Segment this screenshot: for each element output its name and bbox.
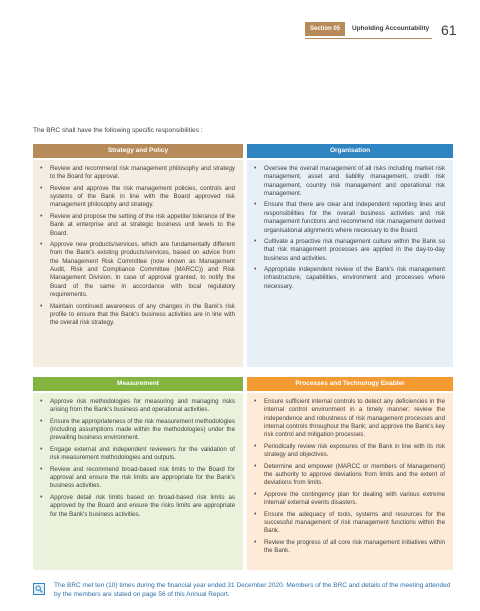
bullet-text: Engage external and independent reviewers for the validation of risk measurement methodologies and outputs. [50,445,235,462]
bullet-dot-icon: • [254,201,257,209]
bullet-dot-icon: • [254,538,257,546]
bullet-item [253,443,445,460]
bullet-text: Review and propose the setting of the risk appetite/ tolerance of the Bank at enterprise and at strategic business unit levels to the Board. [50,212,235,237]
bullet-dot-icon: • [40,165,43,172]
bullet-item [39,418,235,443]
section-title: Upholding Accountability [352,25,430,32]
bullet-dot-icon: • [254,510,257,518]
bullet-text: Cultivate a proactive risk management culture within the Bank so that risk management processes are applied in the day-to-day business and activities. [264,237,445,262]
bullet-item [39,398,235,415]
bullet-item [39,213,235,238]
intro-text: The BRC shall have the following specific responsibilities : [33,127,203,134]
bullet-text: Approve new products/services, which are fundamentally different from the Bank's existing products/services, based on advice from the Management Risk Committee (now known as Management Audit, Risk and Compliance Committee (MARCC)) and Risk Management Division. In case of approval granted, to notify the Board of the same in accordance with local regulatory requirements. [50,241,235,299]
bullet-text: Oversee the overall management of all risks including market risk management, asset and liability management, credit risk management, country risk management and operational risk management. [264,165,445,198]
page-number: 61 [441,22,457,38]
bullet-dot-icon: • [40,445,43,453]
bullet-text: Ensure that there are clear and independent reporting lines and responsibilities for the overall business activities and risk management functions and recommend risk management derived organisational alignments where necessary to the Board. [264,201,445,234]
bullet-item [39,446,235,463]
bullet-text: Approve detail risk limits based on broad-based risk limits as approved by the Board and ensure the risks limits are appropriate for the Bank's business activities. [50,493,235,518]
bullet-dot-icon: • [254,490,257,498]
bullet-item [39,466,235,491]
header-divider [305,38,432,39]
measurement-header: Measurement [33,377,243,391]
bullet-item [253,398,445,440]
bullet-dot-icon: • [40,417,43,425]
processes-header: Processes and Technology Enabler [247,377,453,391]
bullet-dot-icon: • [40,184,43,192]
bullet-dot-icon: • [254,398,257,405]
bullet-text: Review and recommend broad-based risk limits to the Board for approval and ensure the risk limits are appropriate for the Bank's business activities. [50,465,235,490]
bullet-text: Periodically review risk exposures of the Bank in line with its risk strategy and objectives. [264,442,445,459]
bullet-text: Approve the contingency plan for dealing with various extreme internal/ external events disasters. [264,490,445,507]
bullet-text: Ensure sufficient internal controls to detect any deficiencies in the internal control environment in a timely manner; review the independence and robustness of risk management processes and internal controls throughout the Bank; and approve the Bank's key risk control and mitigation processes. [264,398,445,439]
processes-list [253,398,445,555]
bullet-text: Review and recommend risk management philosophy and strategy to the Board for approval. [50,165,235,181]
strategy-box [33,160,243,367]
bullet-dot-icon: • [254,462,257,470]
bullet-item [253,165,445,198]
processes-box [247,393,453,570]
bullet-item [39,494,235,519]
bullet-dot-icon: • [40,212,43,220]
organisation-box [247,160,453,367]
footer-note: The BRC met ten (10) times during the financial year ended 31 December 2020. Members of the BRC and details of the meeting attended by the members are stated on page 56 of this Annual Report. [54,582,451,598]
bullet-item [39,165,235,182]
bullet-item [253,511,445,536]
bullet-item [253,491,445,508]
bullet-dot-icon: • [40,493,43,501]
bullet-text: Review and approve the risk management policies, controls and systems of the Bank in line with the Board approved risk management philosophy and strategy. [50,184,235,209]
organisation-header: Organisation [247,144,453,158]
bullet-item [39,185,235,210]
measurement-box [33,393,243,570]
bullet-dot-icon: • [254,165,257,172]
bullet-item [253,238,445,263]
bullet-text: Approve risk methodologies for measuring and managing risks arising from the Bank's business and operational activities. [50,398,235,414]
bullet-item [253,266,445,291]
bullet-item [39,241,235,299]
bullet-dot-icon: • [40,302,43,310]
measurement-list [39,398,235,519]
strategy-header: Strategy and Policy [33,144,243,158]
note-magnifier-icon [33,583,45,595]
section-tag: Section 05 [305,22,345,36]
organisation-list [253,165,445,291]
bullet-item [253,463,445,488]
bullet-text: Maintain continued awareness of any changes in the Bank's risk profile to ensure that the Bank's business activities are in line with the overall risk strategy. [50,302,235,327]
bullet-text: Ensure the adequacy of tools, systems and resources for the successful management of risk management functions within the Bank. [264,510,445,535]
bullet-dot-icon: • [40,398,43,405]
bullet-item [39,303,235,328]
bullet-text: Appropriate independent review of the Bank's risk management infrastructure, capabilities, environment and processes where necessary. [264,266,445,290]
bullet-item [253,201,445,234]
bullet-text: Determine and empower (MARCC or members of Management) the authority to approve deviations from limits and the extent of deviations from limits. [264,462,445,487]
bullet-text: Review the progress of all core risk management initiatives within the Bank. [264,538,445,554]
strategy-list [39,165,235,328]
bullet-dot-icon: • [40,465,43,473]
bullet-dot-icon: • [40,241,43,249]
bullet-item [253,539,445,556]
bullet-text: Ensure the appropriateness of the risk measurement methodologies (including assumptions made within the methodologies) under the prevailing business environment. [50,417,235,442]
bullet-dot-icon: • [254,442,257,450]
bullet-dot-icon: • [254,237,257,245]
bullet-dot-icon: • [254,266,257,274]
